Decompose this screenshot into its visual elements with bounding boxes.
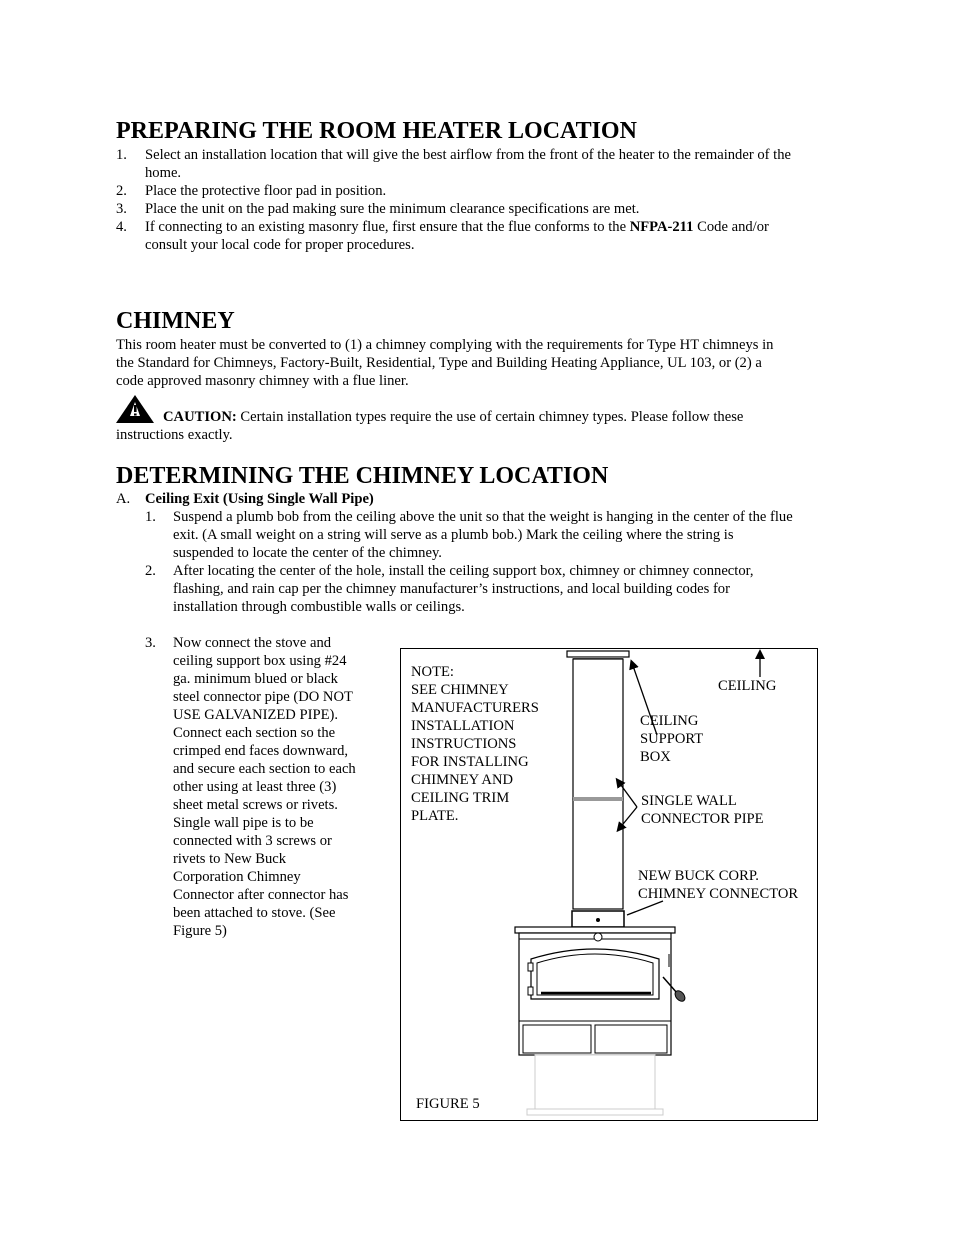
section-title-location: DETERMINING THE CHIMNEY LOCATION: [116, 463, 609, 489]
label-ceiling: CEILING: [718, 678, 777, 694]
section-title-chimney: CHIMNEY: [116, 308, 235, 334]
step-line: rivets to New Buck: [173, 851, 287, 867]
caution-text: instructions exactly.: [116, 427, 233, 443]
step-number: 2.: [145, 563, 156, 579]
step-line: installation through combustible walls or ceilings.: [173, 599, 465, 615]
sub-title: Ceiling Exit (Using Single Wall Pipe): [145, 491, 374, 507]
step-line: steel connector pipe (DO NOT: [173, 689, 353, 705]
step-line: After locating the center of the hole, install the ceiling support box, chimney or chimney connector,: [173, 563, 754, 579]
paragraph-line: This room heater must be converted to (1) a chimney complying with the requirements for Type HT chimneys in: [116, 337, 774, 353]
text-run: Code and/or: [693, 219, 769, 235]
step-line: sheet metal screws or rivets.: [173, 797, 338, 813]
list-item-text: Place the protective floor pad in position.: [145, 183, 387, 199]
list-item-text: consult your local code for proper procedures.: [145, 237, 415, 253]
figure-caption: FIGURE 5: [416, 1096, 480, 1112]
step-line: Single wall pipe is to be: [173, 815, 314, 831]
figure-note: NOTE: SEE CHIMNEY MANUFACTURERS INSTALLATION INSTRUCTIONS FOR INSTALLING CHIMNEY AND CEILING TRIM PLATE.: [411, 664, 539, 824]
step-line: exit. (A small weight on a string will serve as a plumb bob.) Mark the ceiling where the string is: [173, 527, 734, 543]
step-line: ceiling support box using #24: [173, 653, 347, 669]
step-line: been attached to stove. (See: [173, 905, 336, 921]
step-line: Corporation Chimney: [173, 869, 301, 885]
section-title-preparing: PREPARING THE ROOM HEATER LOCATION: [116, 118, 637, 144]
label-single-wall-pipe: SINGLE WALL CONNECTOR PIPE: [641, 793, 764, 827]
paragraph-line: the Standard for Chimneys, Factory-Built, Residential, Type and Building Heating Appliance, UL 103, or (2) a: [116, 355, 762, 371]
caution-label: CAUTION:: [163, 409, 237, 425]
step-line: USE GALVANIZED PIPE).: [173, 707, 338, 723]
caution-text: [163, 408, 743, 426]
step-number: 1.: [145, 509, 156, 525]
step-line: connected with 3 screws or: [173, 833, 332, 849]
step-line: flashing, and rain cap per the chimney manufacturer’s instructions, and local building codes for: [173, 581, 730, 597]
list-item-text: Select an installation location that will give the best airflow from the front of the heater to the remainder of the: [145, 147, 791, 163]
list-item-text: home.: [145, 165, 182, 181]
step-3-text: [173, 634, 356, 940]
step-line: Suspend a plumb bob from the ceiling above the unit so that the weight is hanging in the center of the flue: [173, 509, 793, 525]
step-line: Figure 5): [173, 923, 227, 939]
code-reference: NFPA-211: [629, 219, 694, 235]
text-run: If connecting to an existing masonry flue, first ensure that the flue conforms to the: [145, 219, 630, 235]
figure-5: [400, 648, 818, 1121]
list-number: 3.: [116, 201, 127, 217]
step-line: ga. minimum blued or black: [173, 671, 338, 687]
step-number: 3.: [145, 635, 156, 651]
step-line: crimped end faces downward,: [173, 743, 349, 759]
step-line: Connector after connector has: [173, 887, 349, 903]
list-number: 1.: [116, 147, 127, 163]
step-line: and secure each section to each: [173, 761, 356, 777]
list-number: 4.: [116, 219, 127, 235]
label-ceiling-support-box: CEILING SUPPORT BOX: [640, 713, 704, 765]
sub-letter: A.: [116, 491, 131, 507]
step-line: Now connect the stove and: [173, 635, 332, 651]
paragraph-line: code approved masonry chimney with a flue liner.: [116, 373, 409, 389]
step-line: suspended to locate the center of the chimney.: [173, 545, 442, 561]
list-item-text: [145, 218, 769, 236]
list-item-text: Place the unit on the pad making sure the minimum clearance specifications are met.: [145, 201, 640, 217]
warning-icon: [116, 394, 156, 424]
step-line: Connect each section so the: [173, 725, 336, 741]
label-chimney-connector: NEW BUCK CORP. CHIMNEY CONNECTOR: [638, 868, 799, 902]
step-line: other using at least three (3): [173, 779, 337, 795]
text-run: Certain installation types require the use of certain chimney types. Please follow these: [236, 409, 744, 425]
list-number: 2.: [116, 183, 127, 199]
